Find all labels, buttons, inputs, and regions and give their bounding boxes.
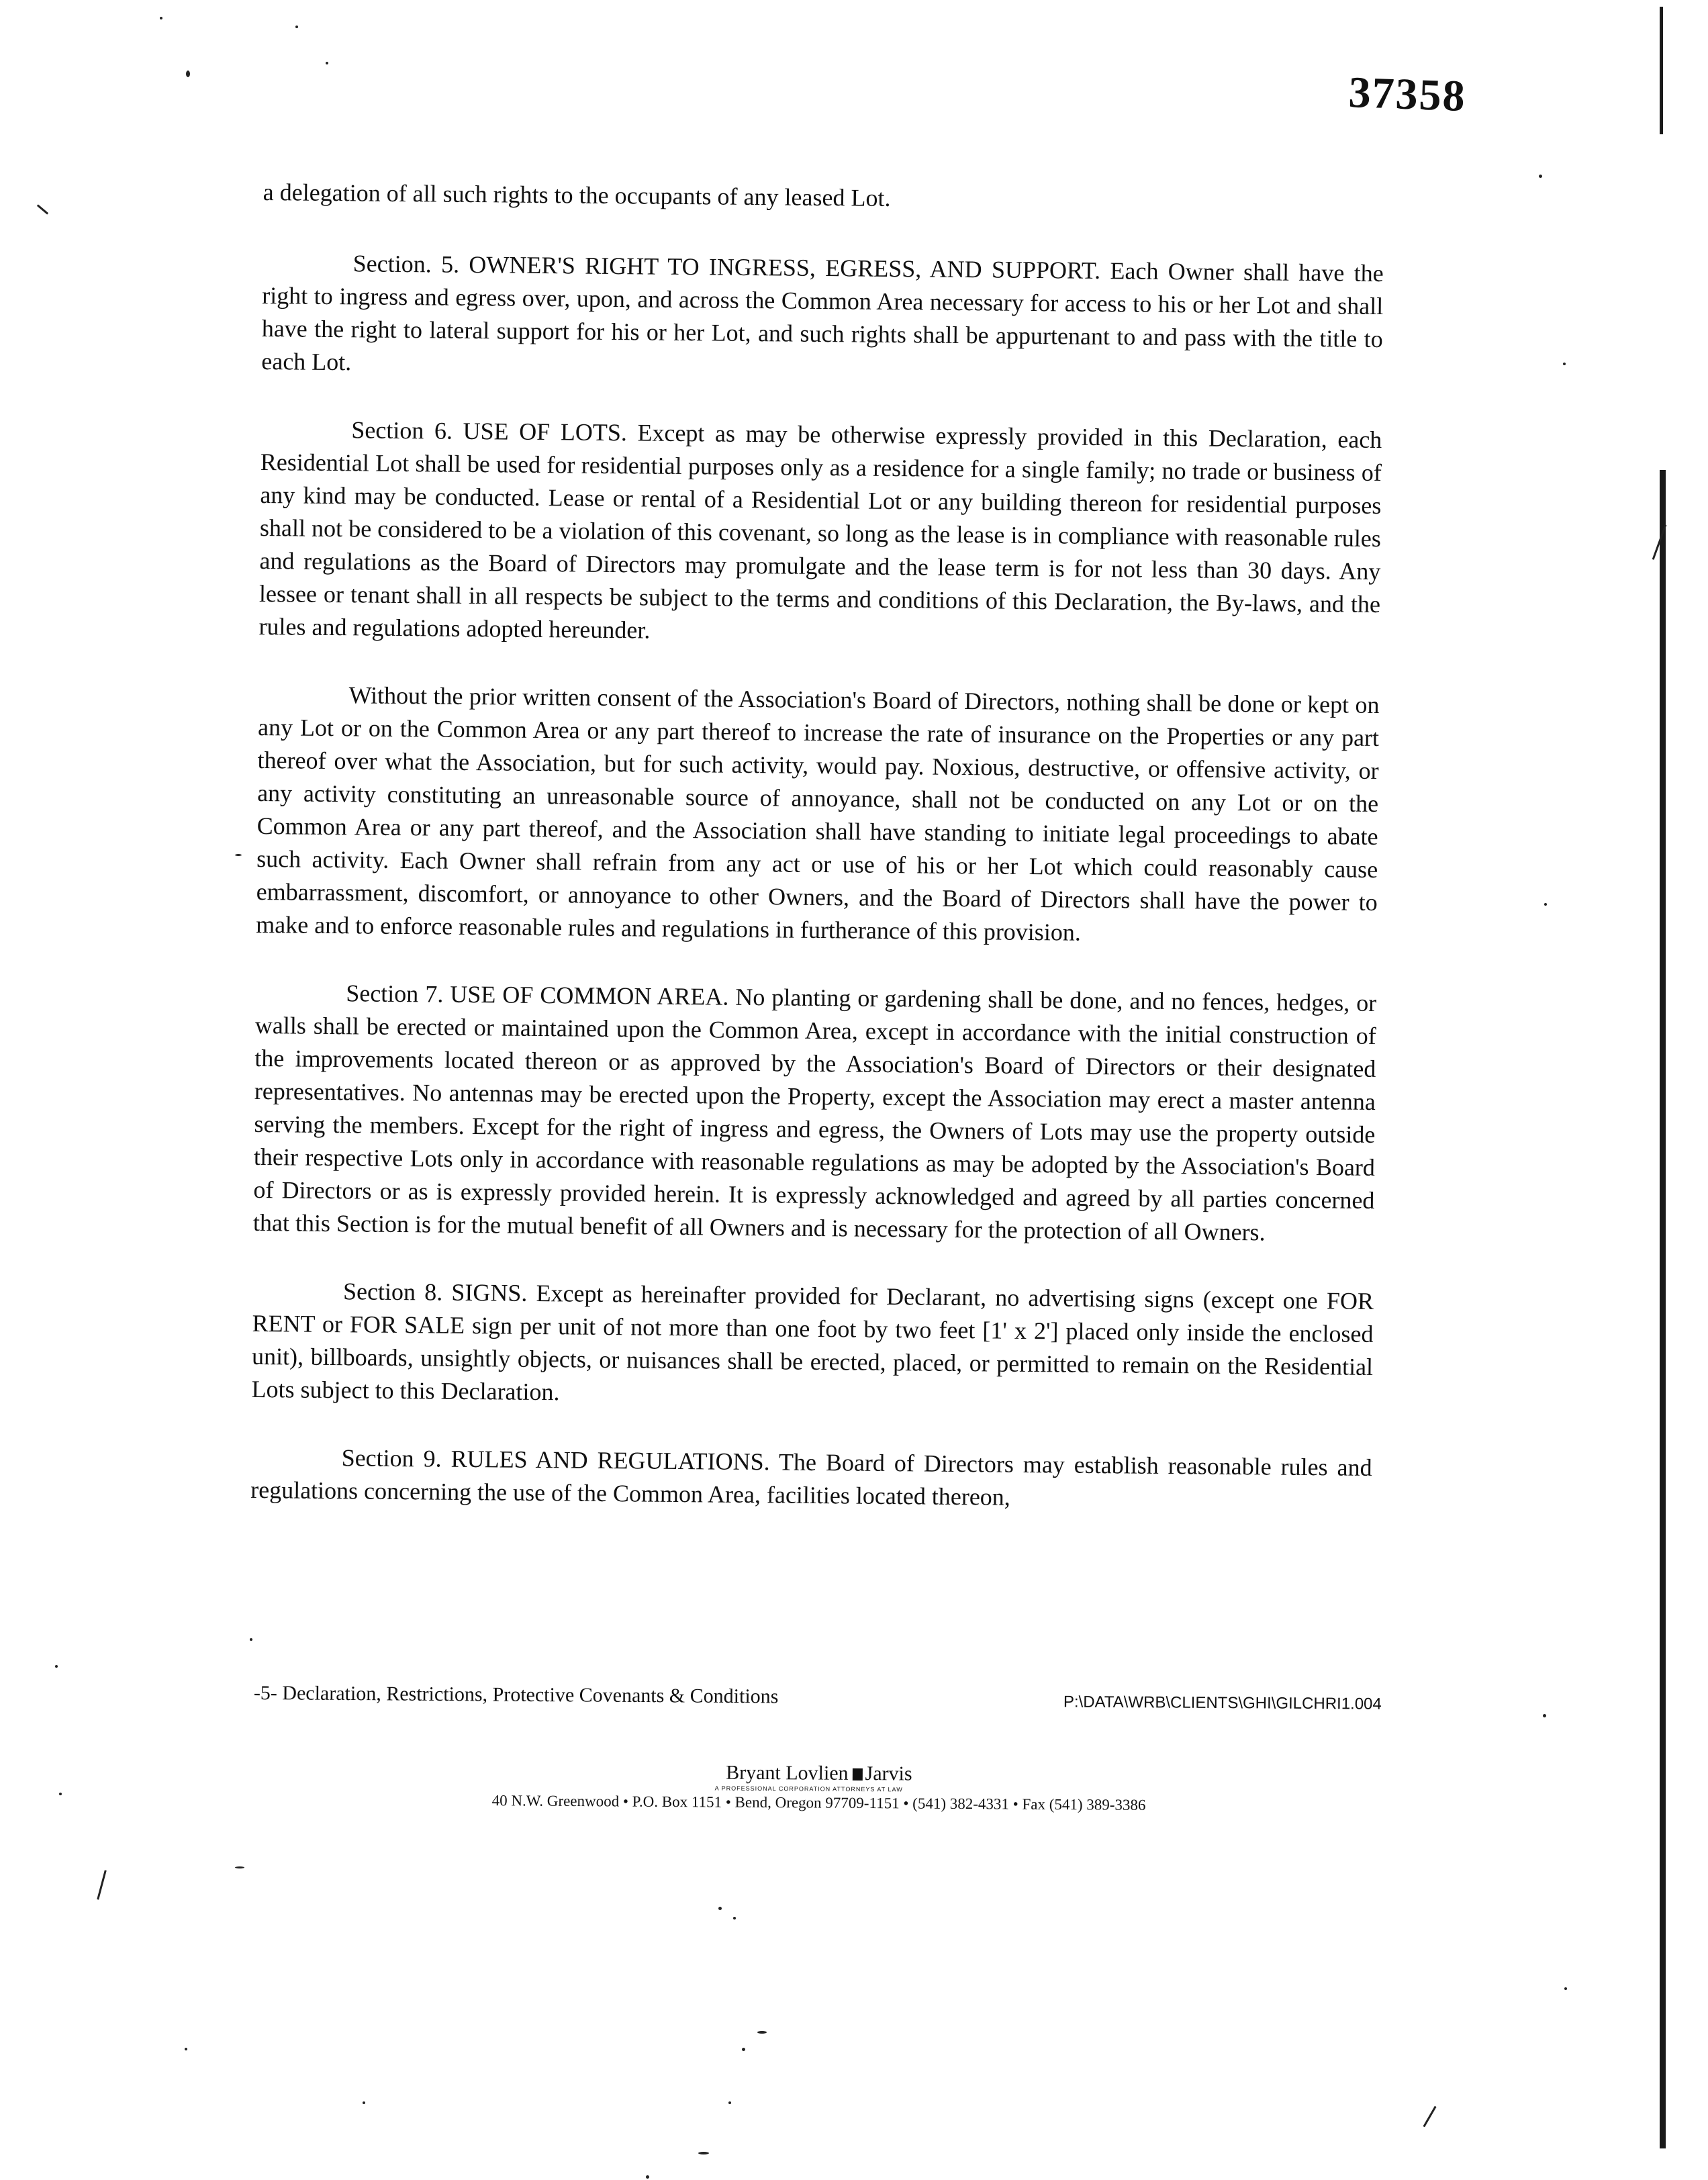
document-body bbox=[250, 176, 1384, 1552]
scan-speck bbox=[1544, 903, 1547, 906]
paragraph-section-6: Section 6. USE OF LOTS. Except as may be otherwise expressly provided in this Declaration, each Residential Lot shall be used for residential purposes only as a residence for a single family; no trade or business of any kind may be conducted. Lease or rental of a Residential Lot or any building thereon for residential purposes shall not be considered to be a violation of this covenant, so long as the lease is in compliance with reasonable rules and regulations as the Board of Directors may promulgate and the lease term is for not less than 30 days. Any lessee or tenant shall in all respects be subject to the terms and conditions of this Declaration, the By-laws, and the rules and regulations adopted hereunder. bbox=[258, 416, 1382, 644]
paragraph-section-6-continued: Without the prior written consent of the Association's Board of Directors, nothing shall be done or kept on any Lot or on the Common Area or any part thereof to increase the rate of insurance on the Properties or any part thereof over what the Association, but for such activity, would pay. Noxious, destructive, or offensive activity, or any activity constituting an unreasonable source of annoyance, shall not be conducted on any Lot or on the Common Area or any part thereof, and the Association shall have standing to initiate legal proceedings to abate such activity. Each Owner shall refrain from any act or use of his or her Lot which could reasonably cause embarrassment, discomfort, or annoyance to other Owners, and the Board of Directors shall have the power to make and to enforce reasonable rules and regulations in furtherance of this provision. bbox=[256, 681, 1380, 946]
scan-speck bbox=[185, 2048, 187, 2050]
scan-scratch bbox=[1423, 2106, 1436, 2128]
scan-speck bbox=[1543, 1714, 1546, 1717]
scan-speck bbox=[1564, 1987, 1567, 1990]
firm-subtitle: A PROFESSIONAL CORPORATION ATTORNEYS AT LAW bbox=[714, 1785, 903, 1793]
footer-page-label: -5- Declaration, Restrictions, Protective Covenants & Conditions bbox=[253, 1682, 779, 1708]
scan-speck bbox=[733, 1917, 736, 1920]
scan-speck bbox=[742, 2048, 745, 2051]
scan-speck bbox=[295, 26, 298, 28]
scan-scratch bbox=[97, 1870, 107, 1899]
square-separator-icon bbox=[853, 1768, 863, 1781]
scan-speck bbox=[59, 1793, 62, 1795]
paragraph-section-8: Section 8. SIGNS. Except as hereinafter provided for Declarant, no advertising signs (except one FOR RENT or FOR SALE sign per unit of not more than one foot by two feet [1' x 2'] placed only inside the enclosed unit), billboards, unsightly objects, or nuisances shall be erected, placed, or permitted to remain on the Residential Lots subject to this Declaration. bbox=[251, 1278, 1374, 1406]
scan-speck bbox=[160, 17, 162, 19]
footer-file-path: P:\DATA\WRB\CLIENTS\GHI\GILCHRI1.004 bbox=[1063, 1693, 1382, 1713]
scan-speck bbox=[250, 1638, 252, 1641]
scan-speck bbox=[326, 62, 328, 64]
scan-speck bbox=[235, 854, 242, 856]
firm-letterhead bbox=[382, 1759, 1255, 1816]
paragraph-section-5: Section. 5. OWNER'S RIGHT TO INGRESS, EGRESS, AND SUPPORT. Each Owner shall have the right to ingress and egress over, upon, and across the Common Area necessary for access to his or her Lot and shall have the right to lateral support for his or her Lot, and such rights shall be appurtenant to and pass with the title to each Lot. bbox=[261, 250, 1384, 376]
paragraph-continuation: a delegation of all such rights to the occupants of any leased Lot. bbox=[263, 178, 891, 211]
scan-speck bbox=[186, 70, 190, 77]
scan-speck bbox=[235, 1866, 244, 1868]
scan-speck bbox=[757, 2031, 767, 2034]
paragraph-section-7: Section 7. USE OF COMMON AREA. No planting or gardening shall be done, and no fences, hedges, or walls shall be erected or maintained upon the Common Area, except in accordance with the initial construction of the improvements located thereon or as approved by the Association's Board of Directors or their designated representatives. No antennas may be erected upon the Property, except the Association may erect a master antenna serving the members. Except for the right of ingress and egress, the Owners of Lots may use the property outside their respective Lots only in accordance with reasonable regulations as may be adopted by the Association's Board of Directors or as is expressly provided herein. It is expressly acknowledged and agreed by all parties concerned that this Section is for the mutual benefit of all Owners and is necessary for the protection of all Owners. bbox=[252, 980, 1377, 1246]
scan-edge-top bbox=[1660, 7, 1663, 134]
scan-speck bbox=[718, 1907, 722, 1910]
scan-speck bbox=[698, 2152, 709, 2154]
scan-speck bbox=[1539, 175, 1542, 178]
scan-edge-main bbox=[1660, 470, 1666, 2148]
scan-speck bbox=[646, 2175, 649, 2179]
scan-speck bbox=[55, 1665, 58, 1668]
scan-scratch bbox=[37, 204, 48, 214]
paragraph-section-9: Section 9. RULES AND REGULATIONS. The Board of Directors may establish reasonable rules and regulations concerning the use of the Common Area, facilities located thereon, bbox=[250, 1444, 1372, 1511]
document-number: 37358 bbox=[1347, 67, 1467, 122]
firm-name-part1: Bryant Lovlien bbox=[726, 1761, 849, 1785]
firm-address: 40 N.W. Greenwood • P.O. Box 1151 • Bend, Oregon 97709-1151 • (541) 382-4331 • Fax (541) 389-3386 bbox=[491, 1792, 1146, 1813]
scan-speck bbox=[1563, 363, 1566, 365]
scan-speck bbox=[363, 2101, 365, 2104]
page-footer bbox=[254, 1682, 1382, 1714]
scan-speck bbox=[728, 2101, 731, 2104]
firm-name-part2: Jarvis bbox=[865, 1762, 912, 1785]
